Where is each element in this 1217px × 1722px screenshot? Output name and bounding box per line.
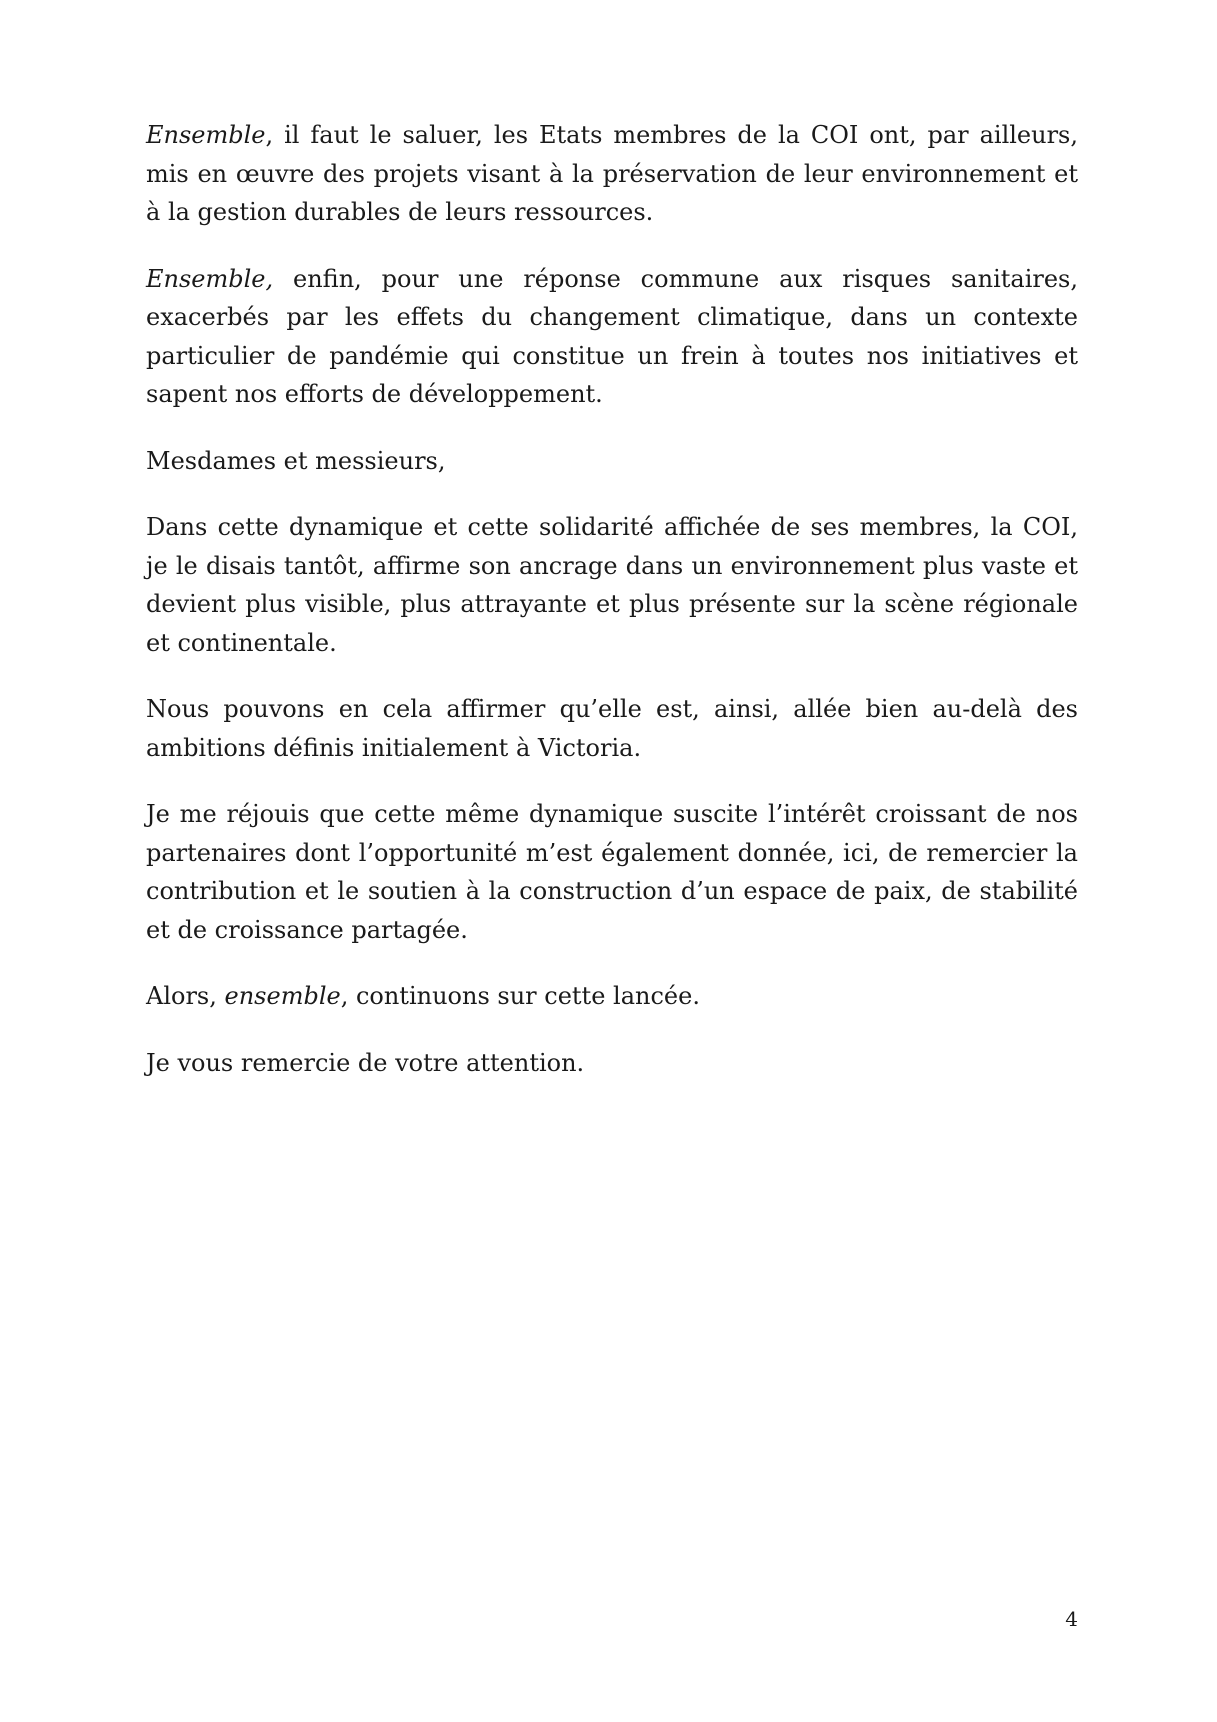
paragraph-7 xyxy=(146,977,1078,1016)
paragraph-1 xyxy=(146,116,1078,232)
page-number: 4 xyxy=(1065,1607,1078,1631)
paragraph-2-text: enfin, pour une réponse commune aux risques sanitaires, exacerbés par les effets du changement climatique, dans un contexte particulier de pandémie qui constitue un frein à toutes nos initiatives et sapent nos efforts de développement. xyxy=(146,264,1078,408)
paragraph-6 xyxy=(146,795,1078,949)
paragraph-7-text-after: , continuons sur cette lancée. xyxy=(340,982,700,1010)
paragraph-3 xyxy=(146,442,1078,481)
italic-ensemble-3: ensemble xyxy=(224,982,341,1010)
paragraph-4 xyxy=(146,508,1078,662)
paragraph-3-text: Mesdames et messieurs, xyxy=(146,446,446,475)
italic-ensemble-1: Ensemble xyxy=(146,121,266,149)
paragraph-8-text: Je vous remercie de votre attention. xyxy=(146,1048,585,1077)
paragraph-5 xyxy=(146,690,1078,767)
paragraph-2 xyxy=(146,260,1078,414)
italic-ensemble-2: Ensemble, xyxy=(146,264,274,293)
paragraph-6-text: Je me réjouis que cette même dynamique suscite l’intérêt croissant de nos partenaires dont l’opportunité m’est également donnée, ici, de remercier la contribution et le soutien à la construction d’un espace de paix, de stabilité et de croissance partagée. xyxy=(146,800,1078,944)
paragraph-7-text-before: Alors, xyxy=(146,982,225,1010)
paragraph-4-text: Dans cette dynamique et cette solidarité affichée de ses membres, la COI, je le disais tantôt, affirme son ancrage dans un environnement plus vaste et devient plus visible, plus attrayante et plus présente sur la scène régionale et continentale. xyxy=(146,513,1078,657)
paragraph-8 xyxy=(146,1044,1078,1083)
paragraph-5-text: Nous pouvons en cela affirmer qu’elle est, ainsi, allée bien au-delà des ambitions définis initialement à Victoria. xyxy=(146,695,1078,762)
paragraph-1-text: , il faut le saluer, les Etats membres de la COI ont, par ailleurs, mis en œuvre des projets visant à la préservation de leur environnement et à la gestion durables de leurs ressources. xyxy=(146,121,1078,226)
document-body xyxy=(146,116,1078,1110)
